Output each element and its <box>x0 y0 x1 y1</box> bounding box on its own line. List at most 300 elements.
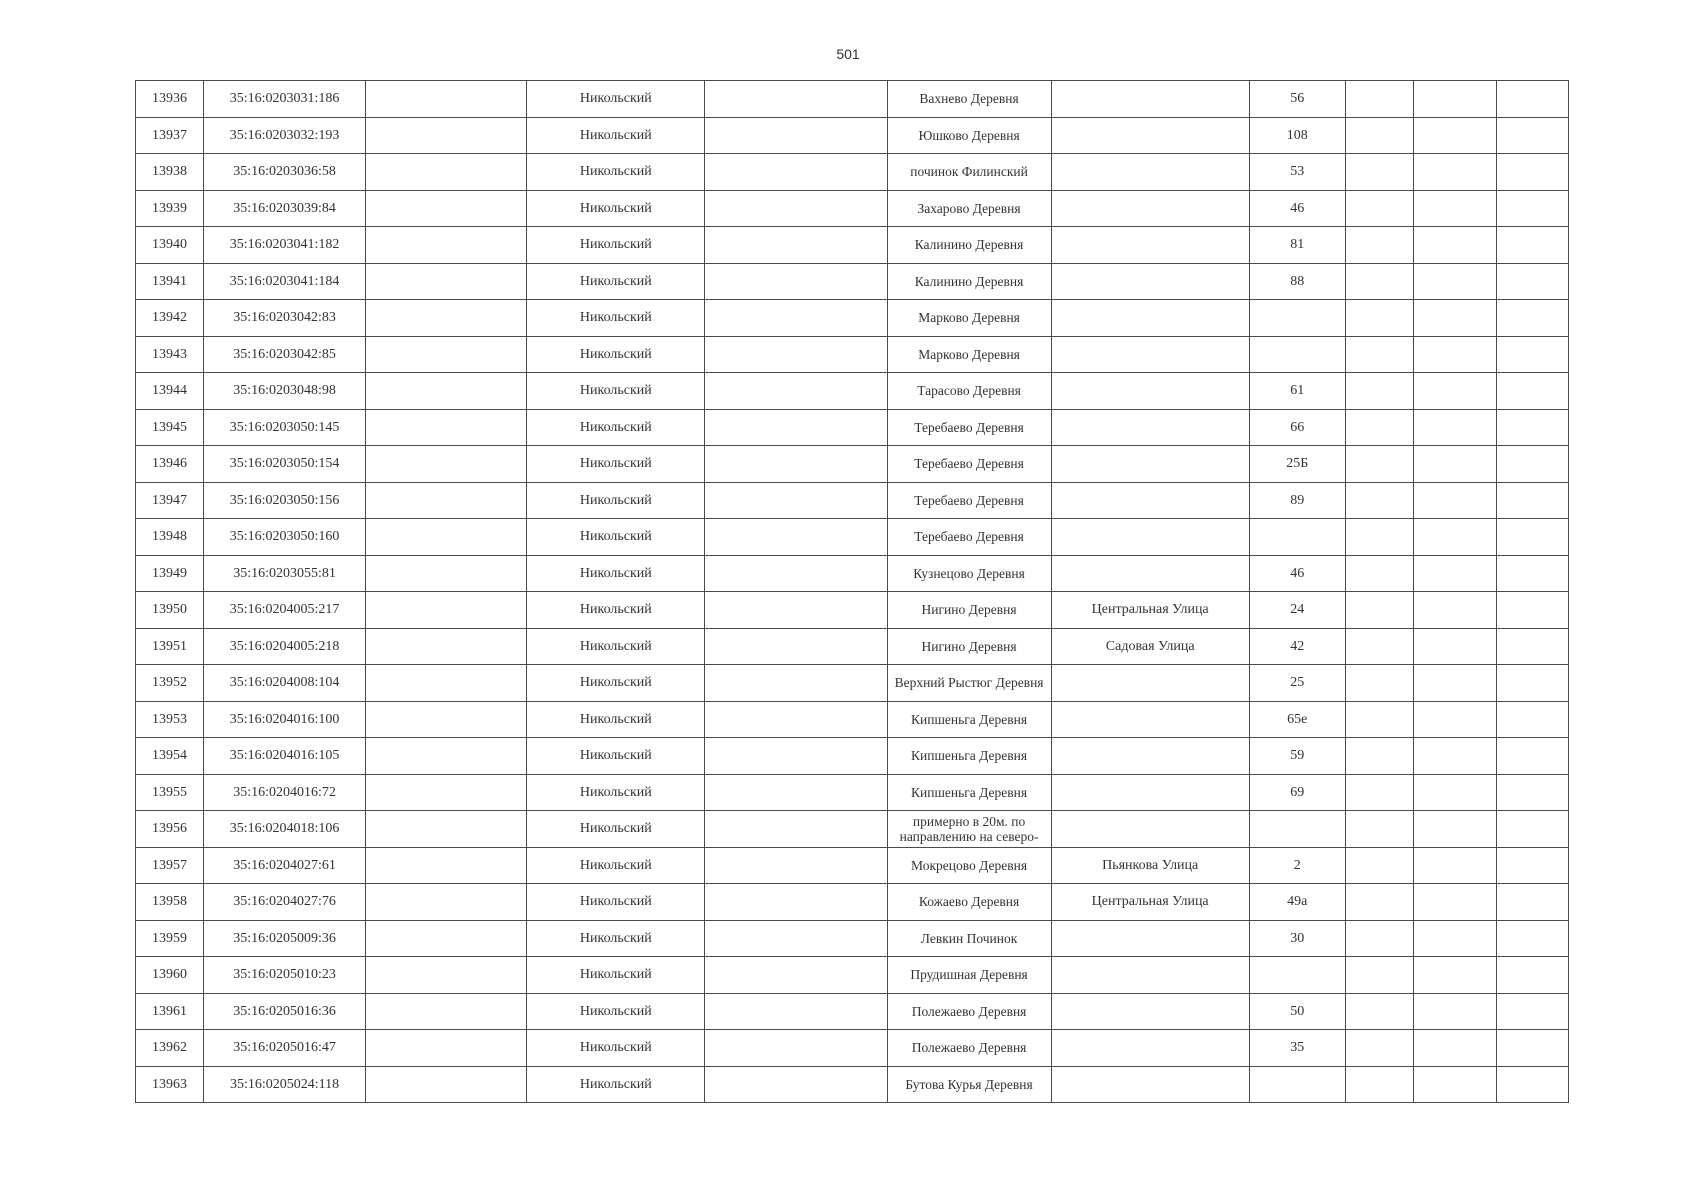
house-number-cell: 56 <box>1249 81 1345 118</box>
empty-cell <box>1345 519 1413 556</box>
district-cell: Никольский <box>527 336 705 373</box>
empty-cell <box>1496 701 1568 738</box>
house-number-cell: 49а <box>1249 884 1345 921</box>
street-cell: Центральная Улица <box>1051 592 1249 629</box>
row-number-cell: 13938 <box>136 154 204 191</box>
empty-cell <box>1345 920 1413 957</box>
street-cell <box>1051 300 1249 337</box>
empty-cell <box>1345 446 1413 483</box>
empty-cell <box>1413 957 1496 994</box>
empty-cell <box>366 920 527 957</box>
locality-cell: Теребаево Деревня <box>887 482 1051 519</box>
empty-cell <box>705 811 887 848</box>
empty-cell <box>1413 1066 1496 1103</box>
empty-cell <box>705 446 887 483</box>
empty-cell <box>1413 628 1496 665</box>
empty-cell <box>1496 117 1568 154</box>
table-row <box>136 701 1569 738</box>
district-cell: Никольский <box>527 373 705 410</box>
empty-cell <box>1345 482 1413 519</box>
row-number-cell: 13951 <box>136 628 204 665</box>
empty-cell <box>705 628 887 665</box>
empty-cell <box>366 1066 527 1103</box>
street-cell <box>1051 920 1249 957</box>
house-number-cell: 88 <box>1249 263 1345 300</box>
cadastral-number-cell: 35:16:0204005:217 <box>204 592 366 629</box>
empty-cell <box>705 957 887 994</box>
locality-cell: Левкин Починок <box>887 920 1051 957</box>
locality-cell: Тарасово Деревня <box>887 373 1051 410</box>
empty-cell <box>1345 1030 1413 1067</box>
street-cell: Пьянкова Улица <box>1051 847 1249 884</box>
house-number-cell: 2 <box>1249 847 1345 884</box>
cadastral-number-cell: 35:16:0203042:85 <box>204 336 366 373</box>
empty-cell <box>366 117 527 154</box>
cadastral-number-cell: 35:16:0203050:145 <box>204 409 366 446</box>
row-number-cell: 13940 <box>136 227 204 264</box>
locality-cell: починок Филинский <box>887 154 1051 191</box>
empty-cell <box>705 555 887 592</box>
empty-cell <box>1345 336 1413 373</box>
house-number-cell: 24 <box>1249 592 1345 629</box>
locality-cell: Полежаево Деревня <box>887 993 1051 1030</box>
empty-cell <box>366 592 527 629</box>
empty-cell <box>705 154 887 191</box>
empty-cell <box>705 774 887 811</box>
district-cell: Никольский <box>527 1030 705 1067</box>
row-number-cell: 13944 <box>136 373 204 410</box>
house-number-cell: 35 <box>1249 1030 1345 1067</box>
empty-cell <box>1345 409 1413 446</box>
district-cell: Никольский <box>527 263 705 300</box>
house-number-cell: 50 <box>1249 993 1345 1030</box>
empty-cell <box>705 1066 887 1103</box>
cadastral-number-cell: 35:16:0204008:104 <box>204 665 366 702</box>
table-row <box>136 738 1569 775</box>
locality-cell: Кипшеньга Деревня <box>887 738 1051 775</box>
row-number-cell: 13937 <box>136 117 204 154</box>
empty-cell <box>1345 227 1413 264</box>
row-number-cell: 13939 <box>136 190 204 227</box>
empty-cell <box>1345 665 1413 702</box>
empty-cell <box>705 373 887 410</box>
row-number-cell: 13948 <box>136 519 204 556</box>
empty-cell <box>1496 263 1568 300</box>
district-cell: Никольский <box>527 811 705 848</box>
page-number: 501 <box>836 46 860 62</box>
table-row <box>136 1030 1569 1067</box>
street-cell <box>1051 738 1249 775</box>
house-number-cell: 25 <box>1249 665 1345 702</box>
empty-cell <box>1345 263 1413 300</box>
empty-cell <box>1413 446 1496 483</box>
house-number-cell <box>1249 519 1345 556</box>
house-number-cell: 25Б <box>1249 446 1345 483</box>
empty-cell <box>366 519 527 556</box>
table-row <box>136 811 1569 848</box>
street-cell <box>1051 665 1249 702</box>
district-cell: Никольский <box>527 738 705 775</box>
locality-cell: Верхний Рыстюг Деревня <box>887 665 1051 702</box>
cadastral-number-cell: 35:16:0203032:193 <box>204 117 366 154</box>
empty-cell <box>1496 409 1568 446</box>
empty-cell <box>1413 227 1496 264</box>
table-body <box>136 81 1569 1103</box>
street-cell <box>1051 81 1249 118</box>
locality-cell: Марково Деревня <box>887 300 1051 337</box>
empty-cell <box>1345 811 1413 848</box>
empty-cell <box>705 227 887 264</box>
empty-cell <box>705 263 887 300</box>
locality-cell: Кожаево Деревня <box>887 884 1051 921</box>
empty-cell <box>366 957 527 994</box>
table-row <box>136 519 1569 556</box>
table-row <box>136 446 1569 483</box>
house-number-cell: 66 <box>1249 409 1345 446</box>
empty-cell <box>366 154 527 191</box>
empty-cell <box>1345 154 1413 191</box>
street-cell <box>1051 701 1249 738</box>
empty-cell <box>1413 738 1496 775</box>
locality-cell: Марково Деревня <box>887 336 1051 373</box>
empty-cell <box>1496 81 1568 118</box>
locality-cell: Прудишная Деревня <box>887 957 1051 994</box>
empty-cell <box>366 665 527 702</box>
street-cell <box>1051 227 1249 264</box>
locality-cell: Бутова Курья Деревня <box>887 1066 1051 1103</box>
house-number-cell: 42 <box>1249 628 1345 665</box>
locality-cell: Кипшеньга Деревня <box>887 701 1051 738</box>
empty-cell <box>705 519 887 556</box>
locality-cell: Калинино Деревня <box>887 263 1051 300</box>
empty-cell <box>1413 117 1496 154</box>
house-number-cell <box>1249 1066 1345 1103</box>
cadastral-number-cell: 35:16:0204027:76 <box>204 884 366 921</box>
street-cell <box>1051 957 1249 994</box>
district-cell: Никольский <box>527 227 705 264</box>
street-cell: Центральная Улица <box>1051 884 1249 921</box>
locality-cell: Теребаево Деревня <box>887 446 1051 483</box>
empty-cell <box>1413 81 1496 118</box>
district-cell: Никольский <box>527 519 705 556</box>
locality-cell: Нигино Деревня <box>887 628 1051 665</box>
empty-cell <box>1413 154 1496 191</box>
empty-cell <box>1496 738 1568 775</box>
cadastral-number-cell: 35:16:0203036:58 <box>204 154 366 191</box>
empty-cell <box>366 847 527 884</box>
table-row <box>136 592 1569 629</box>
house-number-cell: 46 <box>1249 555 1345 592</box>
cadastral-number-cell: 35:16:0203050:156 <box>204 482 366 519</box>
empty-cell <box>1413 190 1496 227</box>
empty-cell <box>1345 117 1413 154</box>
cadastral-number-cell: 35:16:0203041:182 <box>204 227 366 264</box>
row-number-cell: 13955 <box>136 774 204 811</box>
table-row <box>136 884 1569 921</box>
empty-cell <box>366 227 527 264</box>
empty-cell <box>1496 1066 1568 1103</box>
locality-cell: Нигино Деревня <box>887 592 1051 629</box>
empty-cell <box>705 847 887 884</box>
locality-cell: Кипшеньга Деревня <box>887 774 1051 811</box>
locality-cell: Калинино Деревня <box>887 227 1051 264</box>
district-cell: Никольский <box>527 847 705 884</box>
table-row <box>136 336 1569 373</box>
street-cell <box>1051 482 1249 519</box>
street-cell <box>1051 993 1249 1030</box>
empty-cell <box>1496 811 1568 848</box>
house-number-cell <box>1249 300 1345 337</box>
empty-cell <box>366 1030 527 1067</box>
row-number-cell: 13942 <box>136 300 204 337</box>
district-cell: Никольский <box>527 300 705 337</box>
street-cell <box>1051 446 1249 483</box>
locality-cell: Юшково Деревня <box>887 117 1051 154</box>
empty-cell <box>366 263 527 300</box>
district-cell: Никольский <box>527 409 705 446</box>
street-cell <box>1051 1066 1249 1103</box>
empty-cell <box>705 884 887 921</box>
cadastral-number-cell: 35:16:0205009:36 <box>204 920 366 957</box>
row-number-cell: 13960 <box>136 957 204 994</box>
house-number-cell <box>1249 957 1345 994</box>
empty-cell <box>366 81 527 118</box>
cadastral-number-cell: 35:16:0203041:184 <box>204 263 366 300</box>
row-number-cell: 13950 <box>136 592 204 629</box>
empty-cell <box>1496 592 1568 629</box>
house-number-cell <box>1249 336 1345 373</box>
house-number-cell: 108 <box>1249 117 1345 154</box>
row-number-cell: 13953 <box>136 701 204 738</box>
empty-cell <box>1413 847 1496 884</box>
empty-cell <box>705 665 887 702</box>
table-row <box>136 227 1569 264</box>
house-number-cell: 46 <box>1249 190 1345 227</box>
cadastral-number-cell: 35:16:0204018:106 <box>204 811 366 848</box>
empty-cell <box>705 1030 887 1067</box>
empty-cell <box>1413 373 1496 410</box>
street-cell: Садовая Улица <box>1051 628 1249 665</box>
row-number-cell: 13962 <box>136 1030 204 1067</box>
district-cell: Никольский <box>527 957 705 994</box>
row-number-cell: 13949 <box>136 555 204 592</box>
cadastral-number-cell: 35:16:0203050:160 <box>204 519 366 556</box>
locality-cell: Захарово Деревня <box>887 190 1051 227</box>
empty-cell <box>366 190 527 227</box>
empty-cell <box>1496 847 1568 884</box>
empty-cell <box>1413 519 1496 556</box>
empty-cell <box>366 482 527 519</box>
empty-cell <box>1413 774 1496 811</box>
table-row <box>136 190 1569 227</box>
district-cell: Никольский <box>527 117 705 154</box>
cadastral-number-cell: 35:16:0204016:72 <box>204 774 366 811</box>
empty-cell <box>366 993 527 1030</box>
empty-cell <box>1496 227 1568 264</box>
empty-cell <box>1413 482 1496 519</box>
table-row <box>136 263 1569 300</box>
street-cell <box>1051 117 1249 154</box>
locality-cell: Мокрецово Деревня <box>887 847 1051 884</box>
empty-cell <box>1413 811 1496 848</box>
empty-cell <box>1413 993 1496 1030</box>
empty-cell <box>1496 300 1568 337</box>
row-number-cell: 13945 <box>136 409 204 446</box>
house-number-cell: 61 <box>1249 373 1345 410</box>
row-number-cell: 13963 <box>136 1066 204 1103</box>
empty-cell <box>366 373 527 410</box>
house-number-cell: 30 <box>1249 920 1345 957</box>
district-cell: Никольский <box>527 482 705 519</box>
empty-cell <box>1345 1066 1413 1103</box>
cadastral-number-cell: 35:16:0203031:186 <box>204 81 366 118</box>
table-row <box>136 957 1569 994</box>
empty-cell <box>1413 884 1496 921</box>
empty-cell <box>705 81 887 118</box>
row-number-cell: 13936 <box>136 81 204 118</box>
empty-cell <box>1413 555 1496 592</box>
empty-cell <box>1496 1030 1568 1067</box>
row-number-cell: 13941 <box>136 263 204 300</box>
empty-cell <box>1496 154 1568 191</box>
row-number-cell: 13958 <box>136 884 204 921</box>
empty-cell <box>1345 373 1413 410</box>
house-number-cell: 59 <box>1249 738 1345 775</box>
district-cell: Никольский <box>527 190 705 227</box>
street-cell <box>1051 811 1249 848</box>
empty-cell <box>1413 701 1496 738</box>
empty-cell <box>366 555 527 592</box>
empty-cell <box>705 300 887 337</box>
cadastral-number-cell: 35:16:0205016:36 <box>204 993 366 1030</box>
empty-cell <box>1496 519 1568 556</box>
locality-cell: Вахнево Деревня <box>887 81 1051 118</box>
district-cell: Никольский <box>527 446 705 483</box>
empty-cell <box>366 774 527 811</box>
registry-table <box>135 80 1569 1103</box>
street-cell <box>1051 154 1249 191</box>
table-row <box>136 920 1569 957</box>
cadastral-number-cell: 35:16:0204016:100 <box>204 701 366 738</box>
empty-cell <box>1413 920 1496 957</box>
table-row <box>136 774 1569 811</box>
locality-cell: примерно в 20м. по направлению на северо- <box>887 811 1051 848</box>
empty-cell <box>1413 1030 1496 1067</box>
house-number-cell: 65е <box>1249 701 1345 738</box>
table-row <box>136 482 1569 519</box>
cadastral-number-cell: 35:16:0204027:61 <box>204 847 366 884</box>
empty-cell <box>705 482 887 519</box>
house-number-cell: 89 <box>1249 482 1345 519</box>
district-cell: Никольский <box>527 774 705 811</box>
row-number-cell: 13959 <box>136 920 204 957</box>
table-row <box>136 993 1569 1030</box>
empty-cell <box>366 336 527 373</box>
district-cell: Никольский <box>527 592 705 629</box>
cadastral-number-cell: 35:16:0204005:218 <box>204 628 366 665</box>
street-cell <box>1051 555 1249 592</box>
district-cell: Никольский <box>527 665 705 702</box>
empty-cell <box>1345 190 1413 227</box>
district-cell: Никольский <box>527 701 705 738</box>
street-cell <box>1051 336 1249 373</box>
locality-cell: Теребаево Деревня <box>887 409 1051 446</box>
district-cell: Никольский <box>527 920 705 957</box>
district-cell: Никольский <box>527 154 705 191</box>
empty-cell <box>1496 774 1568 811</box>
empty-cell <box>705 409 887 446</box>
empty-cell <box>1496 482 1568 519</box>
house-number-cell: 69 <box>1249 774 1345 811</box>
empty-cell <box>366 300 527 337</box>
district-cell: Никольский <box>527 81 705 118</box>
empty-cell <box>705 738 887 775</box>
empty-cell <box>1345 993 1413 1030</box>
street-cell <box>1051 409 1249 446</box>
empty-cell <box>1413 592 1496 629</box>
empty-cell <box>366 628 527 665</box>
table-row <box>136 1066 1569 1103</box>
empty-cell <box>1496 920 1568 957</box>
row-number-cell: 13952 <box>136 665 204 702</box>
street-cell <box>1051 373 1249 410</box>
table-row <box>136 409 1569 446</box>
table-row <box>136 555 1569 592</box>
empty-cell <box>366 409 527 446</box>
locality-cell: Теребаево Деревня <box>887 519 1051 556</box>
cadastral-number-cell: 35:16:0203039:84 <box>204 190 366 227</box>
empty-cell <box>1496 373 1568 410</box>
cadastral-number-cell: 35:16:0203048:98 <box>204 373 366 410</box>
row-number-cell: 13943 <box>136 336 204 373</box>
cadastral-number-cell: 35:16:0203042:83 <box>204 300 366 337</box>
empty-cell <box>1345 592 1413 629</box>
row-number-cell: 13956 <box>136 811 204 848</box>
empty-cell <box>705 336 887 373</box>
empty-cell <box>1345 884 1413 921</box>
street-cell <box>1051 774 1249 811</box>
empty-cell <box>366 884 527 921</box>
row-number-cell: 13957 <box>136 847 204 884</box>
empty-cell <box>705 592 887 629</box>
empty-cell <box>366 446 527 483</box>
table-row <box>136 847 1569 884</box>
table-row <box>136 665 1569 702</box>
empty-cell <box>366 738 527 775</box>
empty-cell <box>1345 774 1413 811</box>
street-cell <box>1051 519 1249 556</box>
empty-cell <box>1496 665 1568 702</box>
cadastral-number-cell: 35:16:0204016:105 <box>204 738 366 775</box>
empty-cell <box>705 117 887 154</box>
empty-cell <box>366 701 527 738</box>
cadastral-number-cell: 35:16:0205016:47 <box>204 1030 366 1067</box>
empty-cell <box>1345 738 1413 775</box>
empty-cell <box>1345 555 1413 592</box>
cadastral-number-cell: 35:16:0205010:23 <box>204 957 366 994</box>
empty-cell <box>1413 263 1496 300</box>
house-number-cell: 53 <box>1249 154 1345 191</box>
empty-cell <box>1496 628 1568 665</box>
empty-cell <box>1496 993 1568 1030</box>
empty-cell <box>1413 409 1496 446</box>
empty-cell <box>705 701 887 738</box>
table-row <box>136 154 1569 191</box>
district-cell: Никольский <box>527 993 705 1030</box>
table-row <box>136 300 1569 337</box>
district-cell: Никольский <box>527 555 705 592</box>
empty-cell <box>1345 81 1413 118</box>
